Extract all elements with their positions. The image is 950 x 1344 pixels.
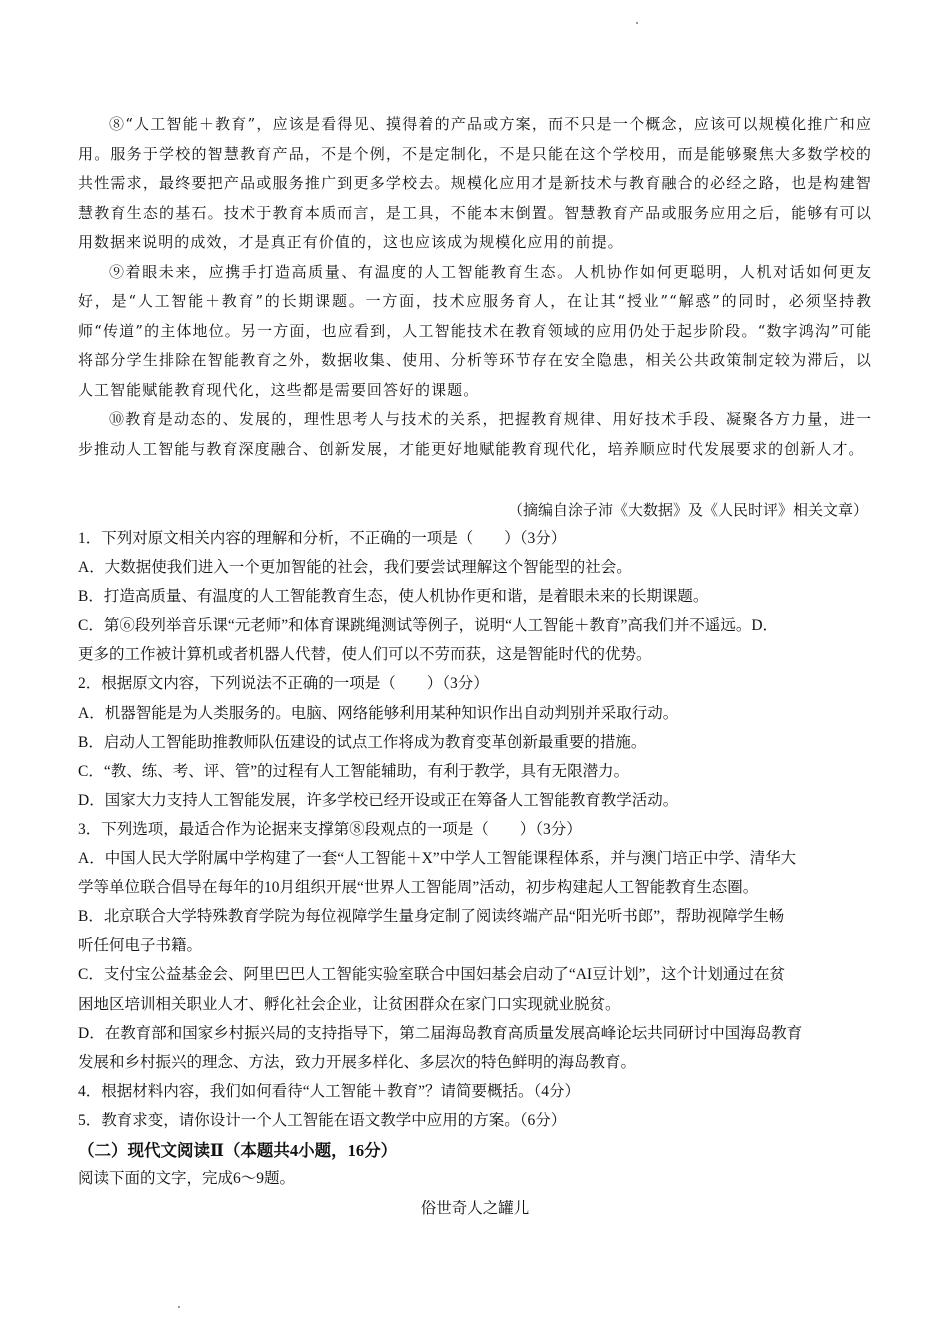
question-1-option-b: B．打造高质量、有温度的人工智能教育生态，使人机协作更和谐，是着眼未来的长期课题。 xyxy=(78,588,709,606)
section-instruction: 阅读下面的文字，完成6～9题。 xyxy=(78,1170,296,1187)
paragraph-8: ⑧“人工智能＋教育”，应该是看得见、摸得着的产品或方案，而不只是一个概念，应该可以规模化推广和应用。服务于学校的智慧教育产品，不是个例，不是定制化，不是只能在这个学校用，而是能够聚焦大多数学校的共性需求，最终要把产品或服务推广到更多学校去。规模化应用才是新技术与教育融合的必经之路，也是构建智慧教育生态的基石。技术于教育本质而言，是工具，不能本末倒置。智慧教育产品或服务应用之后，能够有可以用数据来说明的成效，才是真正有价值的，这也应该成为规模化应用的前提。 xyxy=(78,115,872,251)
source-citation: （摘编自涂子沛《大数据》及《人民时评》相关文章） xyxy=(507,501,868,519)
question-2-option-d: D．国家大力支持人工智能发展，许多学校已经开设或正在筹备人工智能教育教学活动。 xyxy=(78,791,679,809)
question-2-option-b: B．启动人工智能助推教师队伍建设的试点工作将成为教育变革创新最重要的措施。 xyxy=(78,733,647,751)
question-3: 3．下列选项，最适合作为论据来支撑第⑧段观点的一项是（ ）（3分） xyxy=(78,820,582,838)
passage-body xyxy=(78,110,872,464)
question-3-option-d-line1: D．在教育部和国家乡村振兴局的支持指导下，第二届海岛教育高质量发展高峰论坛共同研讨中国海岛教育 xyxy=(78,1024,803,1042)
scan-dot-mark xyxy=(178,1306,180,1308)
story-title: 俗世奇人之罐儿 xyxy=(420,1200,530,1217)
section-heading: （二）现代文阅读Ⅱ（本题共4小题，16分） xyxy=(78,1141,398,1160)
scan-dot-mark xyxy=(636,22,638,24)
question-3-option-b-line1: B．北京联合大学特殊教育学院为每位视障学生量身定制了阅读终端产品“阳光听书郎”，帮助视障学生畅 xyxy=(78,908,785,926)
question-2-option-a: A．机器智能是为人类服务的。电脑、网络能够利用某种知识作出自动判别并采取行动。 xyxy=(78,704,679,722)
question-4: 4．根据材料内容，我们如何看待“人工智能＋教育”？请简要概括。（4分） xyxy=(78,1082,581,1100)
question-2-option-c: C．“教、练、考、评、管”的过程有人工智能辅助，有利于教学，具有无限潜力。 xyxy=(78,762,630,780)
question-3-option-c-line2: 困地区培训相关职业人才、孵化社会企业，让贫困群众在家门口实现就业脱贫。 xyxy=(78,995,621,1013)
question-2: 2．根据原文内容，下列说法不正确的一项是（ ）（3分） xyxy=(78,675,489,693)
question-1-option-d: 更多的工作被计算机或者机器人代替，使人们可以不劳而获，这是智能时代的优势。 xyxy=(78,646,652,664)
question-1: 1．下列对原文相关内容的理解和分析，不正确的一项是（ ）（3分） xyxy=(78,530,567,547)
question-3-option-c-line1: C．支付宝公益基金会、阿里巴巴人工智能实验室联合中国妇基会启动了“AI豆计划”，这个计划通过在贫 xyxy=(78,966,785,984)
paragraph-10: ⑩教育是动态的、发展的，理性思考人与技术的关系，把握教育规律、用好技术手段、凝聚各方力量，进一步推动人工智能与教育深度融合、创新发展，才能更好地赋能教育现代化，培养顺应时代发展要求的创新人才。 xyxy=(78,410,872,458)
question-1-option-c: C．第⑥段列举音乐课“元老师”和体育课跳绳测试等例子，说明“人工智能＋教育”高我们并不遥远。D． xyxy=(78,617,779,635)
question-list xyxy=(78,524,878,1135)
question-3-option-b-line2: 听任何电子书籍。 xyxy=(78,937,203,955)
question-5: 5．教育求变，请你设计一个人工智能在语文教学中应用的方案。（6分） xyxy=(78,1111,567,1129)
question-3-option-d-line2: 发展和乡村振兴的理念、方法，致力开展多样化、多层次的特色鲜明的海岛教育。 xyxy=(78,1053,637,1071)
question-1-option-a: A．大数据使我们进入一个更加智能的社会，我们要尝试理解这个智能型的社会。 xyxy=(78,559,632,577)
question-3-option-a-line2: 学等单位联合倡导在每年的10月组织开展“世界人工智能周”活动，初步构建起人工智能教育生态圈。 xyxy=(78,879,759,897)
paragraph-9: ⑨着眼未来，应携手打造高质量、有温度的人工智能教育生态。人机协作如何更聪明，人机对话如何更友好，是“人工智能＋教育”的长期课题。一方面，技术应服务育人，在让其“授业”“解惑”的同时，必须坚持教师“传道”的主体地位。另一方面，也应看到，人工智能技术在教育领域的应用仍处于起步阶段。“数字鸿沟”可能将部分学生排除在智能教育之外，数据收集、使用、分析等环节存在安全隐患，相关公共政策制定较为滞后，以人工智能赋能教育现代化，这些都是需要回答好的课题。 xyxy=(78,262,872,399)
question-3-option-a-line1: A．中国人民大学附属中学构建了一套“人工智能＋X”中学人工智能课程体系，并与澳门培正中学、清华大 xyxy=(78,850,797,868)
